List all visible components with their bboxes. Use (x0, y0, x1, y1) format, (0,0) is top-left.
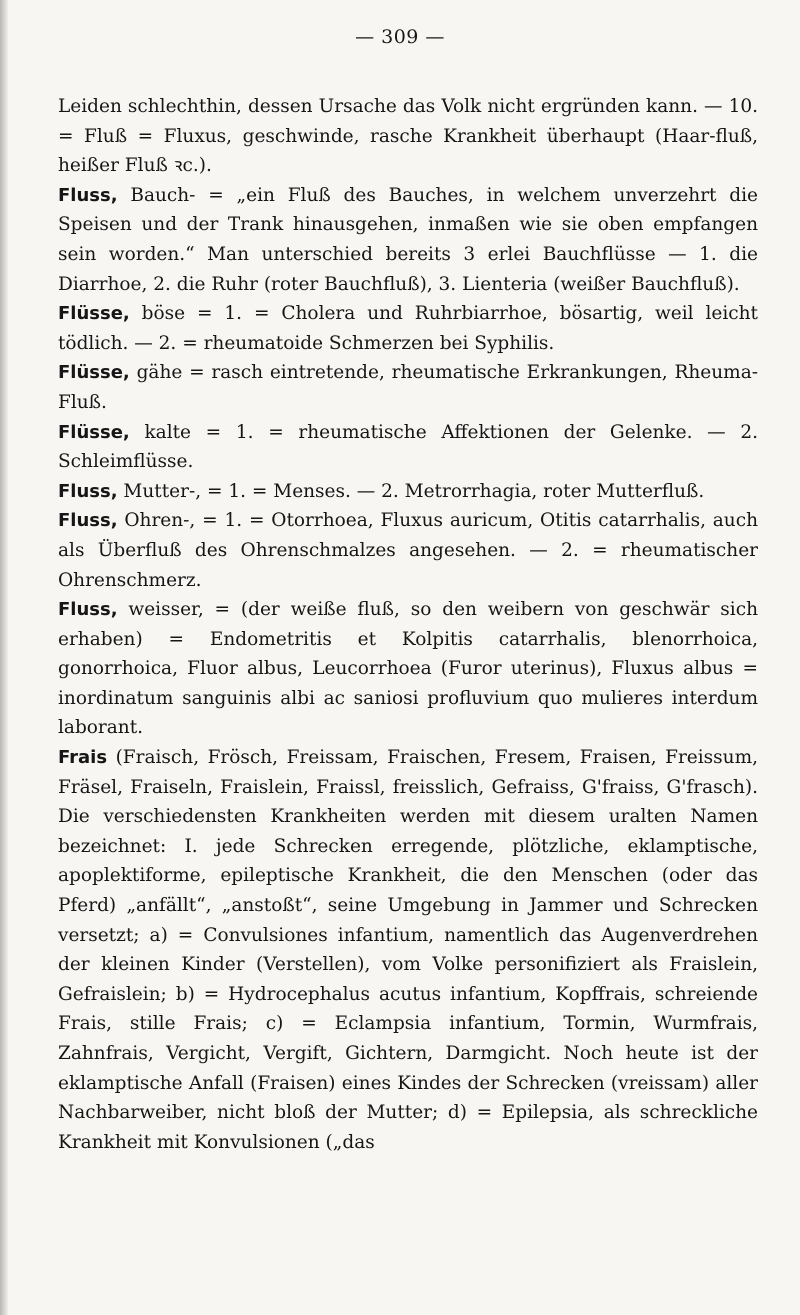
page-number: — 309 — (355, 26, 445, 48)
entry-fluss-ohren (58, 506, 758, 595)
entry-fluss-bauch (58, 181, 758, 299)
entry-body: gähe = rasch eintretende, rheumatische Erkrankungen, Rheuma-Fluß. (58, 362, 758, 413)
entry-frais (58, 743, 758, 1157)
entry-head: Fluss, (58, 510, 118, 532)
entry-body: Leiden schlechthin, dessen Ursache das Volk nicht ergründen kann. — 10. = Fluß = Fluxus, geschwinde, rasche Krankheit überhaupt (Haar-fluß, heißer Fluß ꝛc.). (58, 96, 758, 177)
entry-continuation (58, 92, 758, 181)
entry-head: Flüsse, (58, 362, 130, 384)
entry-body: weisser, = (der weiße fluß, so den weibern von geschwär sich erhaben) = Endometritis et Kolpitis catarrhalis, blenorrhoica, gonorrhoica, Fluor albus, Leucorrhoea (Furor uterinus), Fluxus albus = inordinatum sanguinis albi ac saniosi profluvium quo mulieres interdum laborant. (58, 599, 758, 739)
entry-head: Flüsse, (58, 421, 130, 443)
entry-head: Fluss, (58, 184, 118, 206)
entry-body: Mutter-, = 1. = Menses. — 2. Metrorrhagia, roter Mutterfluß. (117, 480, 705, 502)
entry-body: Bauch- = „ein Fluß des Bauches, in welchem unverzehrt die Speisen und der Trank hinausgehen, inmaßen wie sie oben empfangen sein worden.“ Man unterschied bereits 3 erlei Bauchflüsse — 1. die Diarrhoe, 2. die Ruhr (roter Bauchfluß), 3. Lienteria (weißer Bauchfluß). (58, 184, 758, 295)
entry-body: böse = 1. = Cholera und Ruhrbiarrhoe, bösartig, weil leicht tödlich. — 2. = rheumatoide Schmerzen bei Syphilis. (58, 303, 758, 354)
entry-head: Fluss, (58, 480, 118, 502)
page-gutter-shadow (0, 0, 8, 1315)
entry-fluss-weisser (58, 595, 758, 743)
entry-body: Ohren-, = 1. = Otorrhoea, Fluxus auricum, Otitis catarrhalis, auch als Überfluß des Ohrenschmalzes angesehen. — 2. = rheumatischer Ohrenschmerz. (58, 510, 758, 591)
entry-body: (Fraisch, Frösch, Freissam, Fraischen, Fresem, Fraisen, Freissum, Fräsel, Fraiseln, Fraislein, Fraissl, freisslich, Gefraiss, G'fraiss, G'frasch). Die verschiedensten Krankheiten werden mit diesem uralten Namen bezeichnet: I. jede Schrecken erregende, plötzliche, eklamptische, apoplektiforme, epileptische Krankheit, die den Menschen (oder das Pferd) „anfällt“, „anstoßt“, seine Umgebung in Jammer und Schrecken versetzt; a) = Convulsiones infantium, namentlich das Augenverdrehen der kleinen Kinder (Verstellen), vom Volke personifiziert als Fraislein, Gefraislein; b) = Hydrocephalus acutus infantium, Kopffrais, schreiende Frais, stille Frais; c) = Eclampsia infantium, Tormin, Wurmfrais, Zahnfrais, Vergicht, Vergift, Gichtern, Darmgicht. Noch heute ist der eklamptische Anfall (Fraisen) eines Kindes der Schrecken (vreissam) aller Nachbarweiber, nicht bloß der Mutter; d) = Epilepsia, als schreckliche Krankheit mit Konvulsionen („das (58, 747, 758, 1153)
entry-body: kalte = 1. = rheumatische Affektionen der Gelenke. — 2. Schleimflüsse. (58, 421, 758, 473)
entry-fluesse-boese (58, 299, 758, 358)
dictionary-text (58, 92, 758, 1157)
entry-fluesse-kalte (58, 418, 758, 477)
entry-fluss-mutter (58, 477, 758, 507)
entry-head: Frais (58, 747, 108, 769)
entry-head: Flüsse, (58, 303, 130, 325)
entry-fluesse-gaehe (58, 358, 758, 417)
entry-head: Fluss, (58, 599, 118, 621)
